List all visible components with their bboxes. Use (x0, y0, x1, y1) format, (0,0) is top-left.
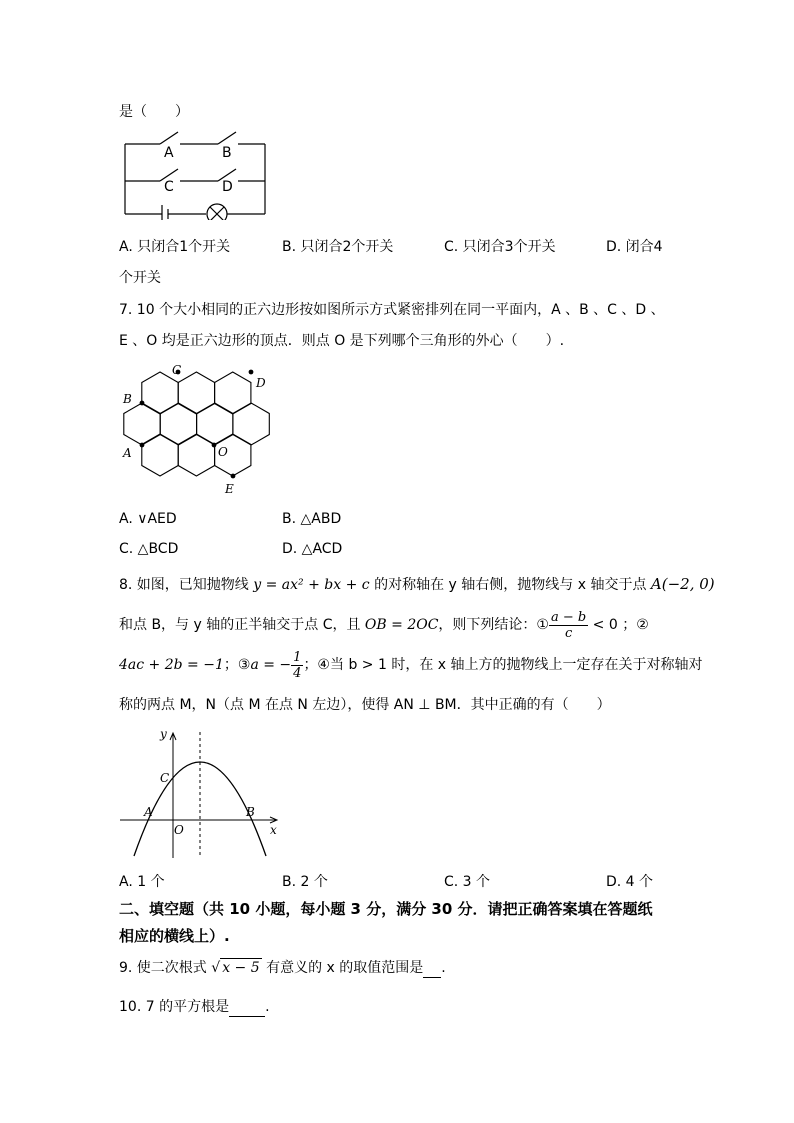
hexagon (124, 403, 160, 445)
q7-line-1: 7. 10 个大小相同的正六边形按如图所示方式紧密排列在同一平面内，A 、B 、C 、D 、 (119, 302, 665, 318)
q8-frac2-num: 1 (293, 649, 302, 665)
hexagon (178, 434, 214, 476)
q8-point-a: A(−2, 0) (650, 575, 715, 593)
q9-text-a: 9. 使二次根式 (119, 960, 212, 976)
q8-option-b: B. 2 个 (282, 874, 328, 890)
q8-option-d: D. 4 个 (606, 874, 654, 890)
q8-l3-text-b: ；④当 b > 1 时，在 x 轴上方的抛物线上一定存在关于对称轴对 (303, 657, 703, 673)
q8-line-4: 称的两点 M，N（点 M 在点 N 左边），使得 AN ⊥ BM．其中正确的有（ ） (119, 697, 611, 713)
q8-option-a: A. 1 个 (119, 874, 165, 890)
q8-l1-text-a: 8. 如图，已知抛物线 (119, 577, 254, 593)
q8-l1-text-b: 的对称轴在 y 轴右侧，抛物线与 x 轴交于点 (369, 577, 651, 593)
q8-frac2-den: 4 (293, 665, 302, 681)
q8-fraction-2 (291, 650, 303, 681)
q7-option-d: D. △ACD (282, 541, 343, 557)
graph-label-o: O (174, 823, 184, 837)
q10-line (119, 998, 270, 1017)
q8-fraction-1 (549, 610, 588, 641)
q8-l2-text-b: ，则下列结论：① (438, 617, 549, 633)
graph-label-y: y (160, 728, 167, 741)
q8-l2-text-c: < 0 ；② (588, 617, 649, 633)
hexagon (233, 403, 269, 445)
graph-label-c: C (160, 771, 170, 785)
section-heading-line-2: 相应的横线上）. (119, 927, 230, 945)
hexagon (142, 434, 178, 476)
q8-l3-equation-1: 4ac + 2b = −1 (119, 657, 224, 673)
q10-answer-blank[interactable] (229, 998, 265, 1017)
q9-text-c: . (441, 960, 446, 976)
q8-l3-equation-2: a = − (250, 657, 292, 673)
q7-option-a: A. ∨AED (119, 511, 177, 527)
hex-label-d: D (256, 376, 266, 390)
hex-label-e: E (225, 482, 234, 496)
q9-radicand: x − 5 (222, 960, 260, 976)
switch-label-c: C (164, 179, 174, 195)
hexagon (160, 403, 196, 445)
hex-label-c: C (172, 363, 182, 377)
q8-option-c: C. 3 个 (444, 874, 491, 890)
hexagon (142, 372, 178, 414)
q9-text-b: 有意义的 x 的取值范围是 (261, 960, 424, 976)
q8-line-3 (119, 648, 703, 682)
circuit-diagram (118, 125, 273, 220)
q6-option-d-wrap: 个开关 (119, 270, 161, 286)
q6-option-c: C. 只闭合3个开关 (444, 239, 556, 255)
section-heading-line-1: 二、填空题（共 10 小题，每小题 3 分，满分 30 分．请把正确答案填在答题纸 (119, 900, 653, 918)
q8-frac1-num: a − b (550, 609, 587, 625)
parabola-graph (118, 728, 288, 863)
switch-label-d: D (222, 179, 233, 195)
q10-text-a: 10. 7 的平方根是 (119, 999, 230, 1015)
hexagon-diagram (118, 362, 278, 497)
q8-line-1 (119, 575, 715, 594)
q8-l1-equation: y = ax² + bx + c (253, 577, 370, 593)
switch-label-a: A (164, 145, 174, 161)
q8-line-2 (119, 608, 649, 642)
hexagon (197, 403, 233, 445)
hex-label-o: O (218, 445, 228, 459)
switch-label-b: B (222, 145, 232, 161)
q6-option-b: B. 只闭合2个开关 (282, 239, 394, 255)
q8-frac1-den: c (564, 625, 573, 641)
q6-option-d: D. 闭合4 (606, 239, 663, 255)
hexagon (215, 372, 251, 414)
q8-l3-text-a: ；③ (223, 657, 251, 673)
q7-option-c: C. △BCD (119, 541, 179, 557)
graph-label-b: B (246, 805, 255, 819)
q6-tail-text: 是（ ） (119, 104, 189, 120)
hex-label-b: B (123, 392, 132, 406)
q7-line-2: E 、O 均是正六边形的顶点．则点 O 是下列哪个三角形的外心（ ）. (119, 333, 565, 349)
q10-text-b: . (265, 999, 270, 1015)
hexagon (178, 372, 214, 414)
graph-label-x: x (270, 823, 277, 837)
q8-l2-equation: OB = 2OC (364, 617, 439, 633)
q8-l2-text-a: 和点 B，与 y 轴的正半轴交于点 C，且 (119, 617, 365, 633)
q9-line: 9. 使二次根式 √ x − 5 有意义的 x 的取值范围是 . (119, 960, 446, 976)
q7-option-b: B. △ABD (282, 511, 342, 527)
hex-label-a: A (123, 446, 132, 460)
q6-option-a: A. 只闭合1个开关 (119, 239, 231, 255)
graph-label-a: A (144, 805, 153, 819)
q9-answer-blank[interactable] (423, 959, 441, 978)
